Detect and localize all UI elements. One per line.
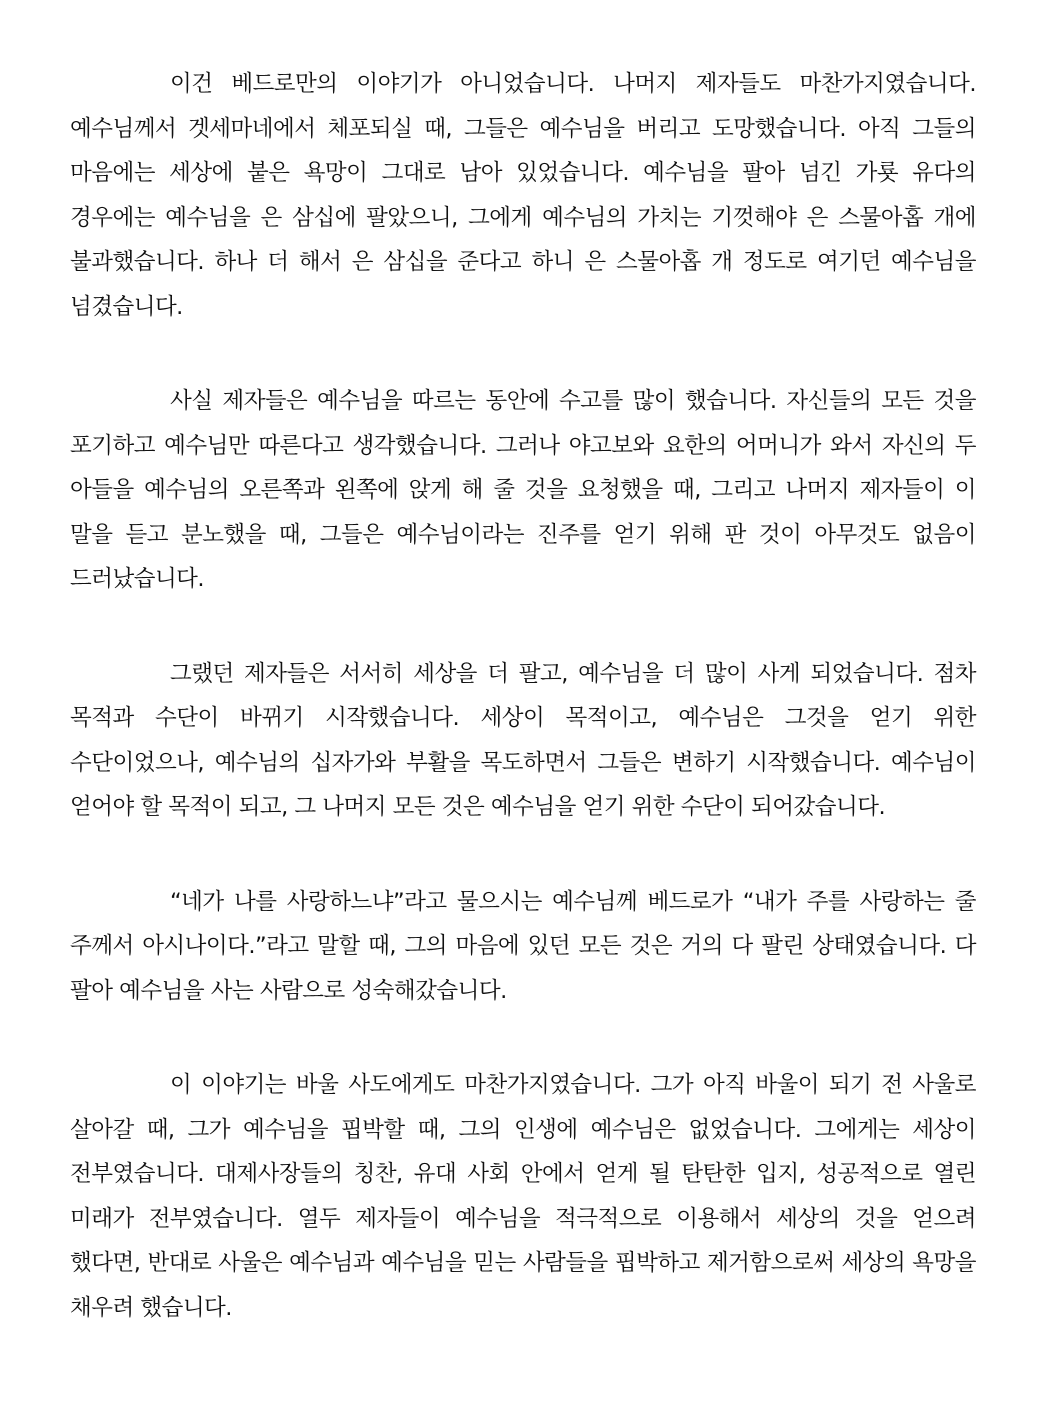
paragraph-1: 이건 베드로만의 이야기가 아니었습니다. 나머지 제자들도 마찬가지였습니다. 예수님께서 겟세마네에서 체포되실 때, 그들은 예수님을 버리고 도망했습니다. 아직 그들의 마음에는 세상에 붙은 욕망이 그대로 남아 있었습니다. 예수님을 팔아 넘긴 가룟 유다의 경우에는 예수님을 은 삼십에 팔았으니, 그에게 예수님의 가치는 기껏해야 은 스물아홉 개에 불과했습니다. 하나 더 해서 은 삼십을 준다고 하니 은 스물아홉 개 정도로 여기던 예수님을 넘겼습니다.: [70, 71, 976, 320]
paragraph-3: 그랬던 제자들은 서서히 세상을 더 팔고, 예수님을 더 많이 사게 되었습니다. 점차 목적과 수단이 바뀌기 시작했습니다. 세상이 목적이고, 예수님은 그것을 얻기 위한 수단이었으나, 예수님의 십자가와 부활을 목도하면서 그들은 변하기 시작했습니다. 예수님이 얻어야 할 목적이 되고, 그 나머지 모든 것은 예수님을 얻기 위한 수단이 되어갔습니다.: [70, 660, 976, 820]
paragraph-2: 사실 제자들은 예수님을 따르는 동안에 수고를 많이 했습니다. 자신들의 모든 것을 포기하고 예수님만 따른다고 생각했습니다. 그러나 야고보와 요한의 어머니가 와서 자신의 두 아들을 예수님의 오른쪽과 왼쪽에 앉게 해 줄 것을 요청했을 때, 그리고 나머지 제자들이 이 말을 듣고 분노했을 때, 그들은 예수님이라는 진주를 얻기 위해 판 것이 아무것도 없음이 드러났습니다.: [70, 388, 976, 592]
paragraph-5: 이 이야기는 바울 사도에게도 마찬가지였습니다. 그가 아직 바울이 되기 전 사울로 살아갈 때, 그가 예수님을 핍박할 때, 그의 인생에 예수님은 없었습니다. 그에게는 세상이 전부였습니다. 대제사장들의 칭찬, 유대 사회 안에서 얻게 될 탄탄한 입지, 성공적으로 열린 미래가 전부였습니다. 열두 제자들이 예수님을 적극적으로 이용해서 세상의 것을 얻으려 했다면, 반대로 사울은 예수님과 예수님을 믿는 사람들을 핍박하고 제거함으로써 세상의 욕망을 채우려 했습니다.: [70, 1072, 976, 1321]
document-body: [70, 62, 976, 1330]
paragraph-4: “네가 나를 사랑하느냐”라고 물으시는 예수님께 베드로가 “내가 주를 사랑하는 줄 주께서 아시나이다.”라고 말할 때, 그의 마음에 있던 모든 것은 거의 다 팔린 상태였습니다. 다 팔아 예수님을 사는 사람으로 성숙해갔습니다.: [70, 888, 976, 1004]
